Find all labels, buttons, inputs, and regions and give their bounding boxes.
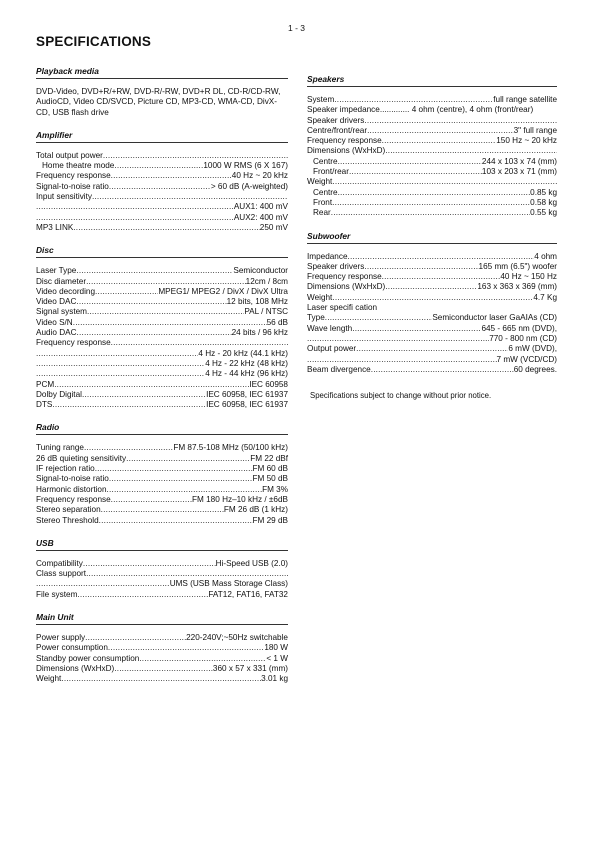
spec-row <box>36 664 288 674</box>
section-disc <box>36 245 288 410</box>
leader-dots <box>371 365 514 375</box>
spec-row <box>307 95 557 105</box>
spec-label: Laser specifi cation <box>307 303 378 313</box>
spec-label: 26 dB quieting sensitivity <box>36 453 127 463</box>
spec-label: Frequency response <box>36 338 111 348</box>
section-heading: Main Unit <box>36 612 288 625</box>
spec-value: 3" full range <box>513 125 557 135</box>
section-usb <box>36 538 288 600</box>
leader-dots <box>108 643 264 653</box>
spec-label: Dolby Digital <box>36 389 82 399</box>
spec-value: Semiconductor laser GaAIAs (CD) <box>432 313 557 323</box>
section-main-unit <box>36 612 288 684</box>
leader-dots <box>36 369 205 379</box>
spec-row <box>36 454 288 464</box>
spec-row <box>36 202 288 212</box>
spec-row <box>36 390 288 400</box>
leader-dots <box>52 400 206 410</box>
spec-row <box>307 334 557 344</box>
section-subwoofer <box>307 231 557 376</box>
spec-row <box>307 365 557 375</box>
spec-value: Hi-Speed USB (2.0) <box>215 558 288 568</box>
leader-dots <box>99 516 253 526</box>
leader-dots <box>36 202 234 212</box>
leader-dots <box>84 443 173 453</box>
leader-dots <box>83 559 216 569</box>
spec-row <box>36 579 288 589</box>
spec-row <box>36 505 288 515</box>
spec-label: Standby power consumption <box>36 653 140 663</box>
leader-dots <box>348 252 535 262</box>
spec-value: 103 x 203 x 71 (mm) <box>481 167 557 177</box>
spec-value: 6 mW (DVD), <box>508 344 557 354</box>
spec-value: 165 mm (6.5") woofer <box>478 261 557 271</box>
spec-row <box>307 105 557 115</box>
section-speakers <box>307 74 557 219</box>
spec-row <box>307 293 557 303</box>
spec-label: File system <box>36 589 78 599</box>
spec-row <box>307 313 557 323</box>
spec-row <box>36 633 288 643</box>
leader-dots <box>307 355 497 365</box>
leader-dots <box>332 198 530 208</box>
leader-dots <box>95 287 158 297</box>
spec-value: 0.85 kg <box>530 187 557 197</box>
spec-row <box>307 198 557 208</box>
spec-row <box>36 161 288 171</box>
spec-row <box>36 192 288 202</box>
section-heading: Radio <box>36 422 288 435</box>
leader-dots <box>76 266 233 276</box>
spec-row <box>36 359 288 369</box>
spec-row <box>36 277 288 287</box>
spec-row <box>36 182 288 192</box>
section-radio <box>36 422 288 525</box>
spec-label: DTS <box>36 400 53 410</box>
spec-row <box>36 464 288 474</box>
spec-value: full range satellite <box>493 95 557 104</box>
spec-row <box>36 643 288 653</box>
leader-dots <box>126 454 250 464</box>
spec-row <box>36 400 288 410</box>
spec-label: MP3 LINK <box>36 222 74 232</box>
spec-label: Signal-to-noise ratio <box>36 181 109 191</box>
leader-dots <box>76 297 226 307</box>
page-number: 1 - 3 <box>288 23 306 33</box>
spec-label: Weight <box>36 674 62 684</box>
spec-row <box>307 324 557 334</box>
spec-label: Rear <box>313 208 331 218</box>
spec-row <box>36 654 288 664</box>
leader-dots <box>85 633 186 643</box>
spec-value: 40 Hz ~ 150 Hz <box>500 272 557 282</box>
spec-row <box>36 151 288 161</box>
leader-dots <box>139 654 266 664</box>
leader-dots <box>364 116 557 126</box>
leader-dots <box>385 282 477 292</box>
spec-row <box>36 223 288 233</box>
spec-value: FM 87.5-108 MHz (50/100 kHz) <box>173 443 288 453</box>
leader-dots <box>356 344 508 354</box>
leader-dots <box>86 277 246 287</box>
spec-label: Frequency response <box>36 494 111 504</box>
spec-row <box>307 272 557 282</box>
spec-row <box>36 380 288 390</box>
spec-label: Stereo separation <box>36 505 101 515</box>
spec-value: 244 x 103 x 74 (mm) <box>481 156 557 166</box>
leader-dots <box>77 590 208 600</box>
section-playback-media <box>36 66 288 118</box>
spec-label: Speaker drivers <box>307 115 365 125</box>
leader-dots <box>382 272 501 282</box>
section-heading: Speakers <box>307 74 557 87</box>
spec-row <box>36 590 288 600</box>
spec-label: Class support <box>36 569 87 579</box>
spec-value: 56 dB <box>266 317 288 327</box>
spec-value: 220-240V;~50Hz switchable <box>186 632 288 642</box>
spec-value: 4.7 Kg <box>533 292 557 302</box>
spec-value: < 1 W <box>266 653 288 663</box>
leader-dots <box>101 505 224 515</box>
spec-label: Signal system <box>36 307 87 317</box>
spec-row <box>36 266 288 276</box>
spec-value: 3.01 kg <box>261 674 288 684</box>
leader-dots: ............. <box>379 105 412 115</box>
leader-dots <box>109 182 211 192</box>
leader-dots <box>109 474 253 484</box>
leader-dots <box>331 208 530 218</box>
leader-dots <box>107 485 263 495</box>
spec-label: Frequency response <box>307 272 382 282</box>
spec-row <box>307 157 557 167</box>
spec-row <box>307 252 557 262</box>
spec-label: Dimensions (WxHxD) <box>307 146 386 156</box>
section-heading: Amplifier <box>36 130 288 143</box>
spec-label: Speaker impedance <box>307 105 380 115</box>
spec-value: 4 Hz - 20 kHz (44.1 kHz) <box>198 348 288 358</box>
spec-value: 4 Hz - 44 kHz (96 kHz) <box>205 369 288 379</box>
leader-dots <box>367 126 514 136</box>
spec-row <box>36 485 288 495</box>
spec-row <box>307 262 557 272</box>
spec-row <box>36 569 288 579</box>
leader-dots <box>86 569 288 579</box>
spec-label: Input sensitivity <box>36 192 92 202</box>
spec-label: Dimensions (WxHxD) <box>307 282 386 292</box>
section-heading: USB <box>36 538 288 551</box>
leader-dots <box>73 223 259 233</box>
spec-row <box>307 177 557 187</box>
spec-value: FAT12, FAT16, FAT32 <box>208 589 288 599</box>
spec-row <box>307 146 557 156</box>
spec-label: Weight <box>307 292 333 302</box>
leader-dots <box>61 674 261 684</box>
spec-value: 150 Hz ~ 20 kHz <box>496 136 557 146</box>
spec-row <box>36 674 288 684</box>
spec-row <box>307 188 557 198</box>
right-column <box>307 74 557 400</box>
leader-dots <box>332 293 533 303</box>
spec-value: 12 bits, 108 MHz <box>226 297 288 307</box>
spec-value: IEC 60958, IEC 61937 <box>206 389 288 399</box>
spec-label: Tuning range <box>36 443 84 453</box>
spec-label: Weight <box>307 177 333 187</box>
spec-value: 163 x 363 x 369 (mm) <box>477 282 557 292</box>
spec-row <box>36 328 288 338</box>
spec-label: Front <box>313 197 333 207</box>
spec-label: PCM <box>36 379 55 389</box>
leader-dots <box>103 151 288 161</box>
leader-dots <box>382 136 497 146</box>
spec-value: 250 mV <box>259 222 288 232</box>
leader-dots <box>111 338 288 348</box>
leader-dots <box>36 359 205 369</box>
spec-label: Centre <box>313 187 338 197</box>
spec-label: Home theatre mode <box>42 161 115 171</box>
spec-value: Semiconductor <box>233 266 288 276</box>
spec-row <box>36 369 288 379</box>
leader-dots <box>92 192 288 202</box>
spec-value: FM 180 Hz–10 kHz / ±6dB <box>192 494 288 504</box>
leader-dots <box>332 177 557 187</box>
spec-row <box>307 136 557 146</box>
leader-dots <box>385 146 557 156</box>
spec-label: Centre <box>313 156 338 166</box>
spec-row <box>307 167 557 177</box>
spec-value: > 60 dB (A-weighted) <box>210 181 288 191</box>
spec-value: FM 26 dB (1 kHz) <box>223 505 288 515</box>
spec-value: 645 - 665 nm (DVD), <box>481 323 557 333</box>
spec-row <box>36 307 288 317</box>
leader-dots <box>364 262 478 272</box>
spec-value: 4 ohm (centre), 4 ohm (front/rear) <box>411 105 534 115</box>
spec-value: UMS (USB Mass Storage Class) <box>169 579 288 589</box>
spec-value: FM 22 dBf <box>250 453 288 463</box>
spec-value: 12cm / 8cm <box>245 276 288 286</box>
spec-row <box>307 344 557 354</box>
leader-dots <box>111 171 232 181</box>
spec-value: 60 degrees. <box>513 364 557 374</box>
leader-dots <box>82 390 206 400</box>
leader-dots <box>338 188 531 198</box>
section-heading: Disc <box>36 245 288 258</box>
disclaimer-note: Specifications subject to change without prior notice. <box>310 391 492 401</box>
spec-value: FM 29 dB <box>252 515 288 525</box>
spec-value: PAL / NTSC <box>244 307 288 317</box>
spec-label: Video decording <box>36 286 96 296</box>
spec-row <box>36 559 288 569</box>
leader-dots <box>73 318 267 328</box>
spec-label: System <box>307 95 335 104</box>
section-text: DVD-Video, DVD+R/+RW, DVD-R/-RW, DVD+R DL, CD-R/CD-RW, AudioCD, Video CD/SVCD, Picture CD, MP3-CD, WMA-CD, DivX-CD, USB flash drive <box>36 87 281 117</box>
spec-row <box>36 297 288 307</box>
leader-dots <box>36 349 198 359</box>
leader-dots <box>87 307 244 317</box>
leader-dots <box>111 495 192 505</box>
spec-value: 7 mW (VCD/CD) <box>496 354 557 364</box>
spec-value: 4 ohm <box>534 251 557 261</box>
spec-label: Video S/N <box>36 317 73 327</box>
spec-row <box>36 516 288 526</box>
spec-row <box>36 443 288 453</box>
spec-label: Laser Type <box>36 266 77 276</box>
leader-dots <box>349 167 482 177</box>
spec-label: Wave length <box>307 323 353 333</box>
spec-value: FM 60 dB <box>252 464 288 474</box>
spec-row <box>307 355 557 365</box>
leader-dots <box>36 579 170 589</box>
leader-dots <box>54 380 249 390</box>
spec-label: Harmonic distortion <box>36 484 107 494</box>
leader-dots <box>114 664 213 674</box>
spec-label: Stereo Threshold <box>36 515 99 525</box>
leader-dots <box>36 213 234 223</box>
spec-row <box>36 171 288 181</box>
leader-dots <box>352 324 481 334</box>
leader-dots <box>334 95 493 105</box>
spec-label: Signal-to-noise ratio <box>36 474 109 484</box>
spec-label: Dimensions (WxHxD) <box>36 663 115 673</box>
spec-label: Type <box>307 313 325 323</box>
section-amplifier <box>36 130 288 233</box>
spec-value: AUX1: 400 mV <box>233 202 288 212</box>
spec-row <box>36 338 288 348</box>
spec-row <box>36 287 288 297</box>
spec-label: Total output power <box>36 150 103 160</box>
spec-label: Impedance <box>307 251 348 261</box>
spec-value: IEC 60958, IEC 61937 <box>206 400 288 410</box>
spec-value: 180 W <box>264 643 288 653</box>
leader-dots <box>325 313 433 323</box>
spec-label: IF rejection ratio <box>36 464 95 474</box>
leader-dots <box>114 161 203 171</box>
spec-row <box>307 208 557 218</box>
spec-value: 4 Hz - 22 kHz (48 kHz) <box>205 358 288 368</box>
spec-row <box>307 116 557 126</box>
spec-value: 0.55 kg <box>530 208 557 218</box>
spec-row <box>36 474 288 484</box>
spec-value: IEC 60958 <box>249 379 288 389</box>
spec-label: Video DAC <box>36 297 77 307</box>
spec-value: MPEG1/ MPEG2 / DivX / DivX Ultra <box>158 286 288 296</box>
spec-label: Disc diameter <box>36 276 87 286</box>
spec-label: Beam divergence <box>307 364 371 374</box>
leader-dots <box>95 464 253 474</box>
spec-row <box>36 318 288 328</box>
spec-value: AUX2: 400 mV <box>233 212 288 222</box>
spec-label: Power consumption <box>36 643 108 653</box>
spec-row <box>307 126 557 136</box>
spec-label: Frequency response <box>36 171 111 181</box>
section-heading: Subwoofer <box>307 231 557 244</box>
spec-label: Power supply <box>36 632 86 642</box>
spec-row <box>307 303 557 313</box>
leader-dots <box>307 334 489 344</box>
spec-row <box>36 349 288 359</box>
spec-label: Output power <box>307 344 357 354</box>
spec-label: Compatibility <box>36 558 83 568</box>
spec-label: Speaker drivers <box>307 261 365 271</box>
spec-value: 770 - 800 nm (CD) <box>489 333 557 343</box>
spec-value: 40 Hz ~ 20 kHz <box>231 171 288 181</box>
spec-value: 360 x 57 x 331 (mm) <box>212 663 288 673</box>
page-title: SPECIFICATIONS <box>36 34 152 49</box>
spec-row <box>36 213 288 223</box>
spec-row <box>307 282 557 292</box>
spec-value: 1000 W RMS (6 X 167) <box>203 161 288 171</box>
spec-label: Front/rear <box>313 167 349 177</box>
spec-value: 0.58 kg <box>530 197 557 207</box>
section-heading: Playback media <box>36 66 288 79</box>
spec-label: Audio DAC <box>36 328 77 338</box>
spec-label: Frequency response <box>307 136 382 146</box>
spec-value: FM 50 dB <box>252 474 288 484</box>
spec-value: 24 bits / 96 kHz <box>231 328 288 338</box>
spec-value: FM 3% <box>262 484 288 494</box>
leader-dots <box>338 157 482 167</box>
spec-label: Centre/front/rear <box>307 125 368 135</box>
leader-dots <box>77 328 232 338</box>
spec-row <box>36 495 288 505</box>
left-column <box>36 66 288 696</box>
